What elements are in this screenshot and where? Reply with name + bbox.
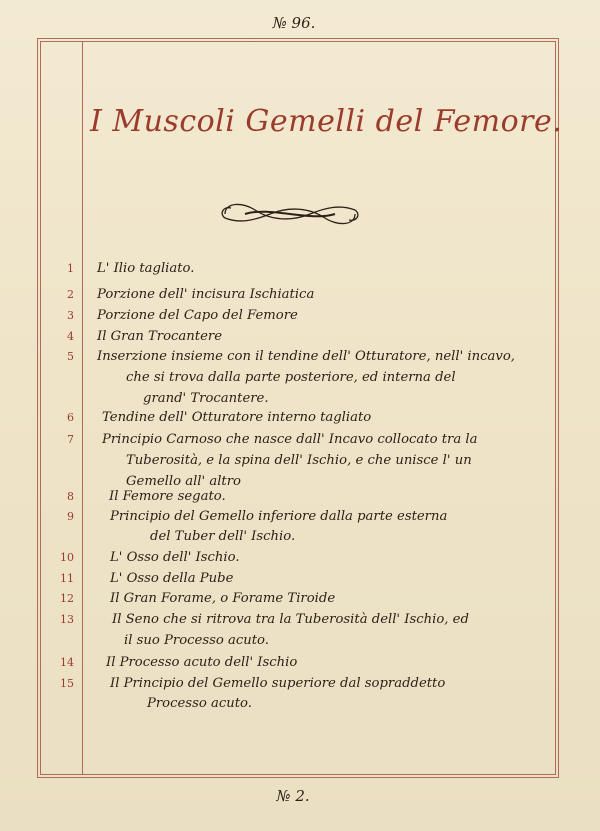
plate-number: № 2.	[276, 787, 310, 805]
page-title: I Muscoli Gemelli del Femore.	[90, 104, 563, 139]
entry-text: L' Osso della Pube	[110, 571, 234, 586]
entry-text: Tendine dell' Otturatore interno tagliato	[102, 410, 372, 425]
entry-text-continuation: Tuberosità, e la spina dell' Ischio, e che unisce l' un	[126, 453, 472, 468]
page-number: № 96.	[272, 14, 316, 32]
entry-text-continuation: grand' Trocantere.	[143, 391, 269, 406]
entry-text: Principio Carnoso che nasce dall' Incavo collocato tra la	[102, 432, 478, 447]
entry-text-continuation: Gemello all' altro	[126, 474, 241, 489]
entry-number: 2	[67, 288, 74, 301]
entry-number: 1	[67, 262, 74, 275]
entry-number: 9	[67, 510, 74, 523]
entry-text: Il Processo acuto dell' Ischio	[106, 655, 298, 670]
entry-text: Porzione dell' incisura Ischiatica	[97, 287, 315, 302]
entry-text-continuation: del Tuber dell' Ischio.	[150, 529, 296, 544]
number-column-rule	[82, 41, 83, 775]
calligraphic-flourish	[215, 196, 365, 232]
entry-number: 5	[67, 350, 74, 363]
entry-text: Il Seno che si ritrova tra la Tuberosità dell' Ischio, ed	[112, 612, 469, 627]
entry-text: Il Gran Forame, o Forame Tiroide	[110, 591, 336, 606]
entry-text: Il Principio del Gemello superiore dal sopraddetto	[110, 676, 446, 691]
entry-number: 3	[67, 309, 74, 322]
entry-text-continuation: che si trova dalla parte posteriore, ed interna del	[126, 370, 456, 385]
entry-number: 10	[60, 551, 74, 564]
entry-number: 7	[67, 433, 74, 446]
entry-number: 8	[67, 490, 74, 503]
entry-text-continuation: Processo acuto.	[147, 696, 252, 711]
entry-text: Il Femore segato.	[109, 489, 226, 504]
entry-text: Il Gran Trocantere	[97, 329, 222, 344]
entry-text: L' Ilio tagliato.	[97, 261, 195, 276]
entry-text: Porzione del Capo del Femore	[97, 308, 298, 323]
entry-number: 6	[67, 411, 74, 424]
entry-text: L' Osso dell' Ischio.	[110, 550, 240, 565]
entry-text: Principio del Gemello inferiore dalla parte esterna	[110, 509, 448, 524]
entry-text-continuation: il suo Processo acuto.	[124, 633, 269, 648]
entry-number: 11	[60, 572, 74, 585]
entry-number: 4	[67, 330, 74, 343]
entry-number: 15	[60, 677, 74, 690]
entry-number: 12	[60, 592, 74, 605]
entry-number: 13	[60, 613, 74, 626]
entry-number: 14	[60, 656, 74, 669]
entry-text: Inserzione insieme con il tendine dell' Otturatore, nell' incavo,	[97, 349, 515, 364]
